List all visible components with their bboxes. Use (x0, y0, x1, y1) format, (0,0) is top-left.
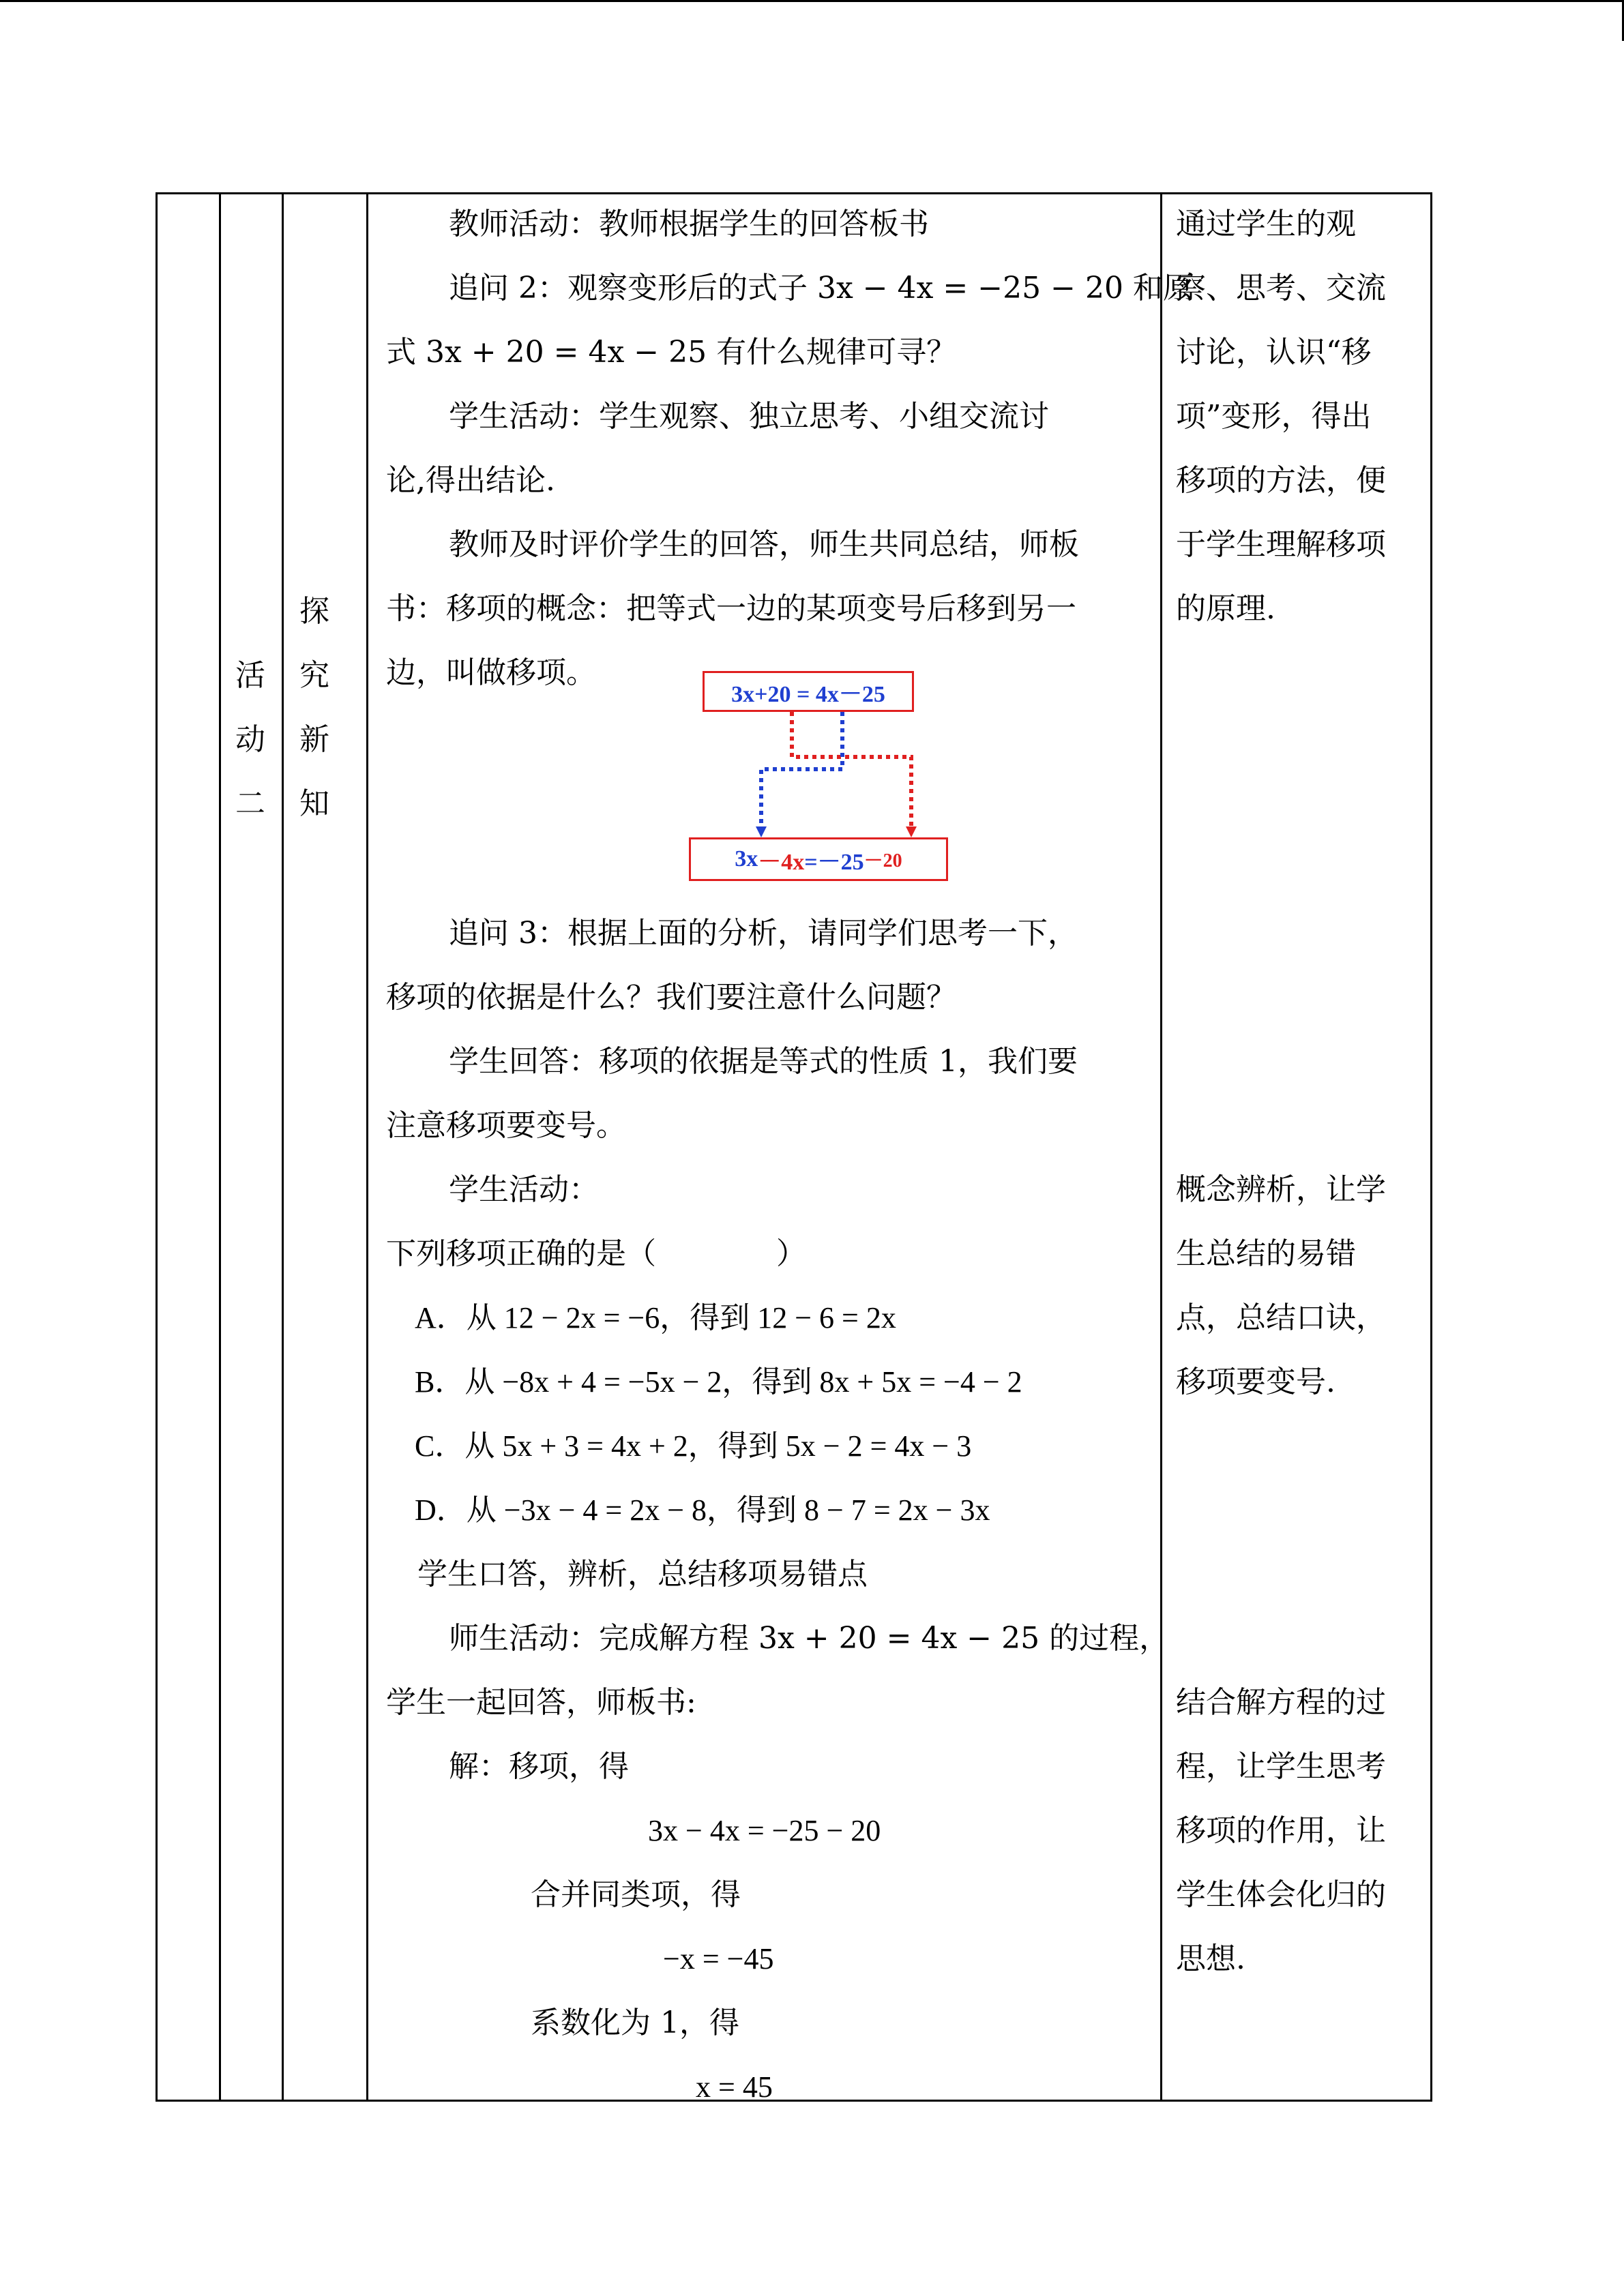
activity-char: 二 (235, 786, 265, 821)
text-line: 学生回答：移项的依据是等式的性质 1，我们要 (449, 1044, 1078, 1079)
blue-arrow-path (761, 712, 842, 829)
solution-equation: x = 45 (696, 2070, 773, 2104)
term-minus-20: －20 (863, 850, 902, 871)
page-top-border (0, 0, 1624, 2)
solution-step: 合并同类项，得 (531, 1877, 741, 1912)
option-b: B．从 −8x + 4 = −5x − 2，得到 8x + 5x = −4 − 2 (415, 1365, 1022, 1399)
note-line: 通过学生的观 (1176, 207, 1356, 241)
column-divider (219, 194, 221, 2100)
text-line: 论,得出结论. (386, 463, 555, 498)
text-line: 书：移项的概念：把等式一边的某项变号后移到另一 (386, 591, 1076, 626)
option-a: A．从 12 − 2x = −6，得到 12 − 6 = 2x (415, 1301, 896, 1335)
red-arrow-path (792, 712, 911, 829)
option-c: C．从 5x + 3 = 4x + 2，得到 5x − 2 = 4x − 3 (415, 1429, 972, 1463)
note-line: 思想. (1176, 1941, 1245, 1976)
term-3x: 3x (735, 846, 758, 871)
solution-step: 解：移项，得 (449, 1749, 629, 1784)
note-line: 结合解方程的过 (1176, 1685, 1386, 1720)
text-line: 学生活动：学生观察、独立思考、小组交流讨 (449, 399, 1049, 434)
note-line: 的原理. (1176, 591, 1275, 626)
text-line: 学生口答，辨析，总结移项易错点 (417, 1557, 868, 1592)
text-line: 追问 2：观察变形后的式子 3x − 4x = −25 − 20 和原 (449, 271, 1193, 305)
note-line: 移项的方法，便 (1176, 463, 1386, 498)
note-line: 讨论，认识“移 (1176, 335, 1372, 370)
note-line: 移项要变号. (1176, 1365, 1335, 1399)
note-line: 概念辨析，让学 (1176, 1172, 1386, 1207)
blue-arrowhead-icon (756, 826, 767, 837)
note-line: 于学生理解移项 (1176, 527, 1386, 562)
transposition-arrows (686, 671, 945, 882)
text-line: 学生活动： (449, 1172, 599, 1207)
column-divider (1160, 194, 1162, 2100)
section-char: 探 (299, 594, 329, 629)
term-minus-4x: －4x (758, 849, 805, 875)
red-arrowhead-icon (906, 826, 917, 837)
term-equals-minus-25: =－25 (804, 849, 864, 875)
transposition-diagram (686, 671, 945, 882)
note-line: 程，让学生思考 (1176, 1749, 1386, 1784)
activity-char: 活 (235, 658, 265, 693)
note-line: 察、思考、交流 (1176, 271, 1386, 305)
section-char: 究 (299, 658, 329, 693)
text-line: 边，叫做移项。 (386, 655, 596, 690)
activity-label (220, 644, 281, 836)
note-line: 生总结的易错 (1176, 1236, 1356, 1271)
text-line: 移项的依据是什么？我们要注意什么问题？ (386, 980, 956, 1015)
solution-equation: 3x − 4x = −25 − 20 (648, 1814, 881, 1847)
question-stem: 下列移项正确的是（ ） (386, 1236, 806, 1271)
section-label (284, 580, 345, 836)
text-line: 教师活动：教师根据学生的回答板书 (449, 207, 929, 241)
solution-step: 系数化为 1，得 (531, 2006, 739, 2040)
column-divider (366, 194, 368, 2100)
column-divider (282, 194, 284, 2100)
note-line: 项”变形，得出 (1176, 399, 1372, 434)
section-char: 知 (299, 786, 329, 821)
text-line: 教师及时评价学生的回答，师生共同总结，师板 (449, 527, 1079, 562)
text-line: 师生活动：完成解方程 3x + 20 = 4x − 25 的过程， (449, 1621, 1170, 1656)
solution-equation: −x = −45 (663, 1942, 774, 1976)
activity-char: 动 (235, 722, 265, 757)
original-equation-box: 3x+20 = 4x－25 (703, 671, 914, 712)
text-line: 追问 3：根据上面的分析，请同学们思考一下， (449, 916, 1078, 951)
text-line: 式 3x + 20 = 4x − 25 有什么规律可寻？ (386, 335, 957, 370)
text-line: 学生一起回答，师板书: (386, 1685, 696, 1720)
note-line: 学生体会化归的 (1176, 1877, 1386, 1912)
text-line: 注意移项要变号。 (386, 1108, 626, 1143)
section-char: 新 (299, 722, 329, 757)
option-d: D．从 −3x − 4 = 2x − 8，得到 8 − 7 = 2x − 3x (415, 1493, 990, 1527)
note-line: 点，总结口诀， (1176, 1300, 1386, 1335)
note-line: 移项的作用，让 (1176, 1813, 1386, 1848)
